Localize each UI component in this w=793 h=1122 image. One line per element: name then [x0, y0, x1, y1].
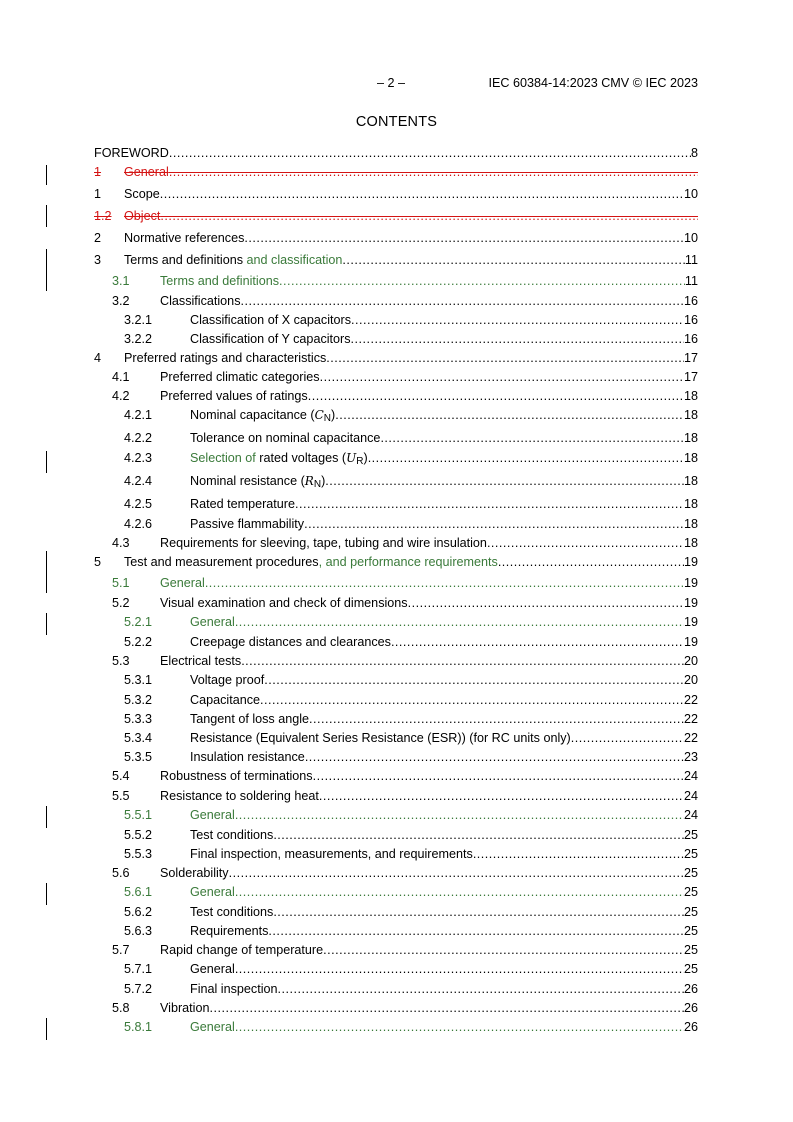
toc-entry-5-3-2[interactable]: 5.3.2 Capacitance ..... 22 — [94, 693, 698, 712]
change-bar — [46, 165, 47, 185]
toc-entry-terms[interactable]: 3 Terms and definitions and classification ..... 11 — [94, 253, 698, 274]
toc-entry-4[interactable]: 4 Preferred ratings and characteristics ..... 17 — [94, 351, 698, 370]
toc-entry-5-8-1[interactable]: 5.8.1 General ..... 26 — [94, 1020, 698, 1040]
toc-entry-5-1[interactable]: 5.1 General ..... 19 — [94, 576, 698, 596]
toc-entry-5-6-1[interactable]: 5.6.1 General ..... 25 — [94, 885, 698, 905]
toc-entry-3-1[interactable]: 3.1 Terms and definitions ..... 11 — [94, 274, 698, 294]
toc-entry-3-2-1[interactable]: 3.2.1 Classification of X capacitors ..... 16 — [94, 313, 698, 332]
toc-entry-4-2-4[interactable]: 4.2.4 Nominal resistance $(R_N)$ ..... 18 — [94, 474, 698, 497]
toc-entry-3-2-2[interactable]: 3.2.2 Classification of Y capacitors ..... 16 — [94, 332, 698, 351]
toc-entry-scope[interactable]: 1 Scope ..... 10 — [94, 187, 698, 209]
toc-entry-5-8[interactable]: 5.8 Vibration ..... 26 — [94, 1001, 698, 1020]
page-title: CONTENTS — [355, 114, 438, 130]
toc-entry-5-3-3[interactable]: 5.3.3 Tangent of loss angle ..... 22 — [94, 712, 698, 731]
toc-entry-deleted-object[interactable]: 1.2 Object ..... — [94, 209, 698, 231]
toc-entry-5-5-1[interactable]: 5.5.1 General ..... 24 — [94, 808, 698, 828]
toc-entry-5-2-2[interactable]: 5.2.2 Creepage distances and clearances ..... 19 — [94, 635, 698, 654]
toc-entry-5-3-4[interactable]: 5.3.4 Resistance (Equivalent Series Resistance (ESR)) (for RC units only) ..... 22 — [94, 731, 698, 750]
toc-entry-5-7-1[interactable]: 5.7.1 General ..... 25 — [94, 962, 698, 982]
change-bar — [46, 806, 47, 828]
toc-entry-5-3-5[interactable]: 5.3.5 Insulation resistance ..... 23 — [94, 750, 698, 769]
change-bar — [46, 1018, 47, 1040]
page-header — [94, 76, 698, 92]
toc-entry-3-2[interactable]: 3.2 Classifications ..... 16 — [94, 294, 698, 313]
document-reference: IEC 60384-14:2023 CMV © IEC 2023 — [488, 76, 698, 90]
toc-entry-5-6[interactable]: 5.6 Solderability ..... 25 — [94, 866, 698, 885]
toc-entry-5[interactable]: 5 Test and measurement procedures, and performance requirements ..... 19 — [94, 555, 698, 576]
toc-entry-5-7-2[interactable]: 5.7.2 Final inspection ..... 26 — [94, 982, 698, 1001]
toc-entry-5-3-1[interactable]: 5.3.1 Voltage proof ..... 20 — [94, 673, 698, 693]
change-bar — [46, 551, 47, 593]
toc-entry-foreword[interactable]: FOREWORD ..... 8 — [94, 146, 698, 165]
change-bar — [46, 205, 47, 227]
toc-entry-5-2-1[interactable]: 5.2.1 General ..... 19 — [94, 615, 698, 635]
toc-entry-5-7[interactable]: 5.7 Rapid change of temperature ..... 25 — [94, 943, 698, 962]
toc-entry-4-2-3[interactable]: 4.2.3 Selection of rated voltages $(U_R)$ ..... 18 — [94, 451, 698, 474]
change-bar — [46, 249, 47, 291]
toc-entry-normative-references[interactable]: 2 Normative references ..... 10 — [94, 231, 698, 253]
table-of-contents — [94, 146, 698, 1040]
toc-entry-5-5[interactable]: 5.5 Resistance to soldering heat ..... 24 — [94, 789, 698, 808]
toc-entry-5-5-2[interactable]: 5.5.2 Test conditions ..... 25 — [94, 828, 698, 847]
change-bar — [46, 613, 47, 635]
toc-entry-4-2[interactable]: 4.2 Preferred values of ratings ..... 18 — [94, 389, 698, 408]
toc-entry-4-2-6[interactable]: 4.2.6 Passive flammability ..... 18 — [94, 517, 698, 536]
toc-entry-5-6-2[interactable]: 5.6.2 Test conditions ..... 25 — [94, 905, 698, 924]
page-number: – 2 – — [377, 76, 406, 90]
toc-entry-5-2[interactable]: 5.2 Visual examination and check of dimensions ..... 19 — [94, 596, 698, 615]
toc-entry-5-6-3[interactable]: 5.6.3 Requirements ..... 25 — [94, 924, 698, 943]
toc-entry-4-2-1[interactable]: 4.2.1 Nominal capacitance $(C_N)$ ..... 18 — [94, 408, 698, 431]
toc-entry-deleted-general[interactable]: 1 General ..... — [94, 165, 698, 187]
toc-entry-5-5-3[interactable]: 5.5.3 Final inspection, measurements, and requirements ..... 25 — [94, 847, 698, 866]
toc-entry-4-1[interactable]: 4.1 Preferred climatic categories ..... 17 — [94, 370, 698, 389]
toc-entry-5-3[interactable]: 5.3 Electrical tests ..... 20 — [94, 654, 698, 673]
change-bar — [46, 883, 47, 905]
change-bar — [46, 451, 47, 473]
toc-entry-5-4[interactable]: 5.4 Robustness of terminations ..... 24 — [94, 769, 698, 789]
toc-entry-4-2-2[interactable]: 4.2.2 Tolerance on nominal capacitance ..... 18 — [94, 431, 698, 451]
toc-entry-4-3[interactable]: 4.3 Requirements for sleeving, tape, tubing and wire insulation ..... 18 — [94, 536, 698, 555]
toc-entry-4-2-5[interactable]: 4.2.5 Rated temperature ..... 18 — [94, 497, 698, 517]
